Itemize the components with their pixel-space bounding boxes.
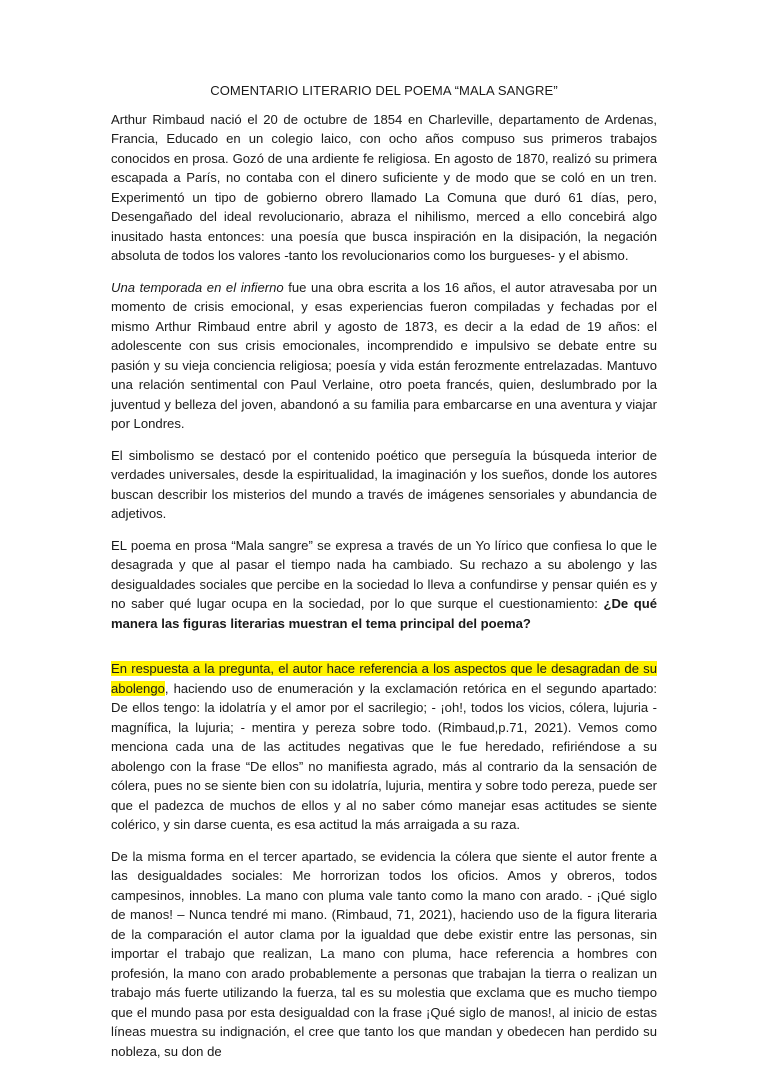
- highlighted-answer: En respuesta a la pregunta, el autor hace referencia a los aspectos que le desagradan de su abolengo: [111, 661, 657, 696]
- answer-text: , haciendo uso de enumeración y la exclamación retórica en el segundo apartado: De ellos tengo: la idolatría y el amor por el sacrilegio; - ¡oh!, todos los vicios, cólera, lujuria - magnífica, la lujuria; - mentira y pereza sobre todo. (Rimbaud,p.71, 2021). Vemos como menciona cada una de las actitudes negativas que le fue heredado, refiriéndose a su abolengo con la frase “De ellos” no manifiesta agrado, más al contrario da la sensación de cólera, pues no se siente bien con su idolatría, lujuria, mentira y sobre todo pereza, puede ser que el padezca de muchos de ellos y al no saber cómo manejar esas actitudes se siente colérico, y sin darse cuenta, es esa actitud la más arraigada a su raza.: [111, 680, 657, 832]
- paragraph-answer: [111, 659, 657, 835]
- paragraph-poem-intro: [111, 536, 657, 634]
- document-title: COMENTARIO LITERARIO DEL POEMA “MALA SANGRE”: [210, 83, 558, 98]
- research-question: ¿De qué manera las figuras literarias muestran el tema principal del poema?: [111, 596, 658, 631]
- paragraph-work: [111, 278, 657, 434]
- poem-intro-text: EL poema en prosa “Mala sangre” se expresa a través de un Yo lírico que confiesa lo que le desagrada y que al pasar el tiempo nada ha cambiado. Su rechazo a su abolengo y las desigualdades sociales que percibe en la sociedad lo lleva a confundirse y pensar quién es y no saber qué lugar ocupa en la sociedad, por lo que surque el cuestionamiento:: [111, 537, 657, 611]
- paragraph-work-text: fue una obra escrita a los 16 años, el autor atravesaba por un momento de crisis emocional, y esas experiencias fueron compiladas y fechadas por el mismo Arthur Rimbaud entre abril y agosto de 1873, es decir a la edad de 19 años: el adolescente con sus crisis emocionales, incomprendido e impulsivo se debate entre su pasión y su vieja conciencia religiosa; poesía y vida están ferozmente entrelazadas. Mantuvo una relación sentimental con Paul Verlaine, otro poeta francés, quien, deslumbrado por la juventud y belleza del joven, abandonó a su familia para embarcarse en una aventura y viajar por Londres.: [111, 279, 657, 431]
- document-body: [111, 81, 657, 1073]
- paragraph-symbolism: El simbolismo se destacó por el contenido poético que perseguía la búsqueda interior de verdades universales, desde la espiritualidad, la imaginación y los sueños, donde los autores buscan describir los misterios del mundo a través de imágenes sensoriales y abundancia de adjetivos.: [111, 447, 657, 521]
- paragraph-third-section: De la misma forma en el tercer apartado, se evidencia la cólera que siente el autor frente a las desigualdades sociales: Me horrorizan todos los oficios. Amos y obreros, todos campesinos, innobles. La mano con pluma vale tanto como la mano con arado. - ¡Qué siglo de manos! – Nunca tendré mi mano. (Rimbaud, 71, 2021), haciendo uso de la figura literaria de la comparación el autor clama por la igualdad que debe existir entre las personas, sin importar el trabajo que realizan, La mano con pluma, hace referencia a hombres con profesión, la mano con arado probablemente a personas que trabajan la tierra o realizan un trabajo más fuerte utilizando la fuerza, tal es su molestia que exclama que es mucho tiempo que el mundo pasa por esta desigualdad con la frase ¡Qué siglo de manos!, al inicio de estas líneas muestra su indignación, el cree que tanto los que mandan y obedecen han perdido su nobleza, su don de: [111, 848, 657, 1059]
- paragraph-biography: Arthur Rimbaud nació el 20 de octubre de 1854 en Charleville, departamento de Ardenas, Francia, Educado en un colegio laico, con ocho años compuso sus primeros trabajos conocidos en prosa. Gozó de una ardiente fe religiosa. En agosto de 1870, realizó su primera escapada a París, no contaba con el dinero suficiente y de modo que se coló en un tren. Experimentó un tipo de gobierno obrero llamado La Comuna que duró 61 días, pero, Desengañado del ideal revolucionario, abraza el nihilismo, merced a ello concebirá algo inusitado hasta entonces: una poesía que busca inspiración en la disipación, la negación absoluta de todos los valores -tanto los revolucionarios como los burgueses- y el abismo.: [111, 111, 657, 263]
- work-title-italic: Una temporada en el infierno: [111, 279, 284, 295]
